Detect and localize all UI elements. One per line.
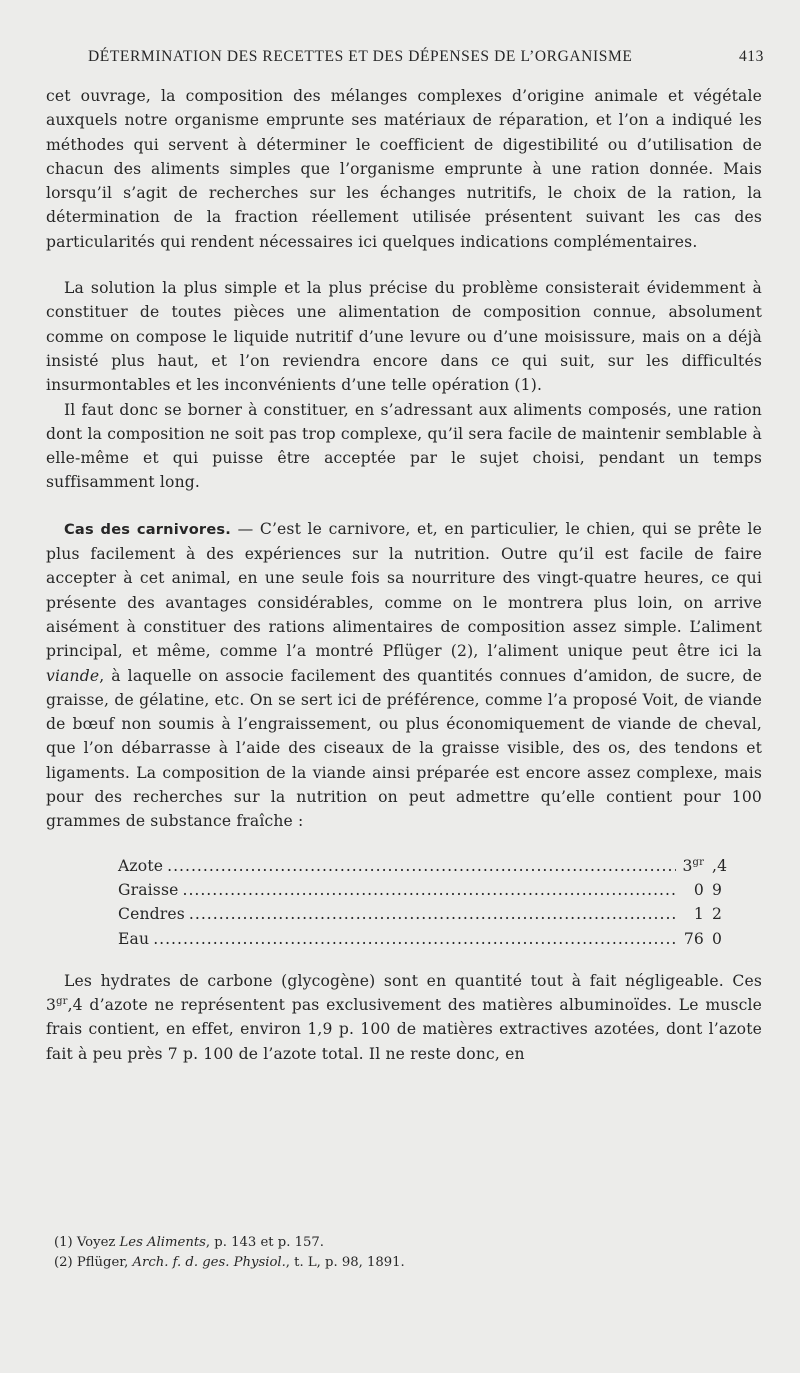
footnote-text: , p. 143 et p. 157.: [205, 1235, 324, 1250]
leader-dots: [153, 927, 676, 951]
footnote-1: [54, 1233, 754, 1253]
leader-dots: [189, 902, 676, 926]
composition-value: [680, 854, 734, 878]
paragraph-2: La solution la plus simple et la plus précise du problème consisterait évidemment à constituer de toutes pièces une alimentation de composition connue, absolument comme on compose le liquide nutritif d’une levure ou d’une moisissure, mais on a déjà insisté plus haut, et l’on reviendra encore dans ce qui suit, sur les difficultés insurmontables et les inconvénients d’une telle opération (1).: [46, 279, 762, 395]
composition-table: [118, 854, 734, 951]
emphasis-viande: viande: [46, 666, 100, 685]
running-title: DÉTERMINATION DES RECETTES ET DES DÉPENSES DE L’ORGANISME: [88, 48, 633, 65]
composition-label: Graisse: [118, 880, 179, 899]
value-unit: gr: [692, 856, 704, 868]
paragraph-1: cet ouvrage, la composition des mélanges complexes d’origine animale et végétale auxquels notre organisme emprunte ses matériaux de réparation, et l’on a indiqué les méthodes qui servent à déterminer le coefficient de digestibilité ou d’utilisation de chacun des aliments simples que l’organisme emprunte à une ration donnée. Mais lorsqu’il s’agit de recherches sur les échanges nutritifs, le choix de la ration, la détermination de la fraction réellement utilisée présentent suivant les cas des particularités qui rendent nécessaires ici quelques indications complémentaires.: [46, 87, 762, 251]
paragraph-carnivores: [46, 517, 762, 834]
footnotes: [54, 1233, 754, 1273]
composition-row: [118, 878, 734, 902]
value-int: 0: [693, 880, 704, 899]
value-dec: ,4: [712, 856, 728, 875]
value-dec: 2: [712, 905, 723, 924]
footnote-2: [54, 1253, 754, 1273]
composition-label: Eau: [118, 929, 150, 948]
footnote-text: , t. L, p. 98, 1891.: [285, 1255, 405, 1270]
paragraph-hydrates-text-b: ,4 d’azote ne représentent pas exclusivement des matières albuminoïdes. Le muscle frais contient, en effet, environ 1,9 p. 100 de matières extractives azotées, dont l’azote fait à peu près 7 p. 100 de l’azote total. Il ne reste donc, en: [46, 996, 762, 1063]
footnote-text: (2) Pflüger,: [54, 1255, 133, 1270]
value-int: 3: [682, 856, 693, 875]
paragraph-3: Il faut donc se borner à constituer, en s’adressant aux aliments composés, une ration dont la composition ne soit pas trop complexe, qu’il sera facile de maintenir semblable à elle-même et qui puisse être acceptée par le sujet choisi, pendant un temps suffisamment long.: [46, 400, 762, 492]
page-header: [88, 48, 764, 66]
paragraph-carnivores-text-a: — C’est le carnivore, et, en particulier, le chien, qui se prête le plus facilement à des expériences sur la nutrition. Outre qu’il est facile de faire accepter à cet animal, en une seule fois sa nourriture des vingt-quatre heures, ce qui présente des avantages considérables, comme on le montrera plus loin, on arrive aisément à constituer des rations alimentaires de composition assez simple. L’aliment principal, et même, comme l’a montré Pflüger (2), l’aliment unique peut être ici la: [46, 519, 762, 661]
composition-label: Azote: [118, 856, 164, 875]
composition-label: Cendres: [118, 905, 185, 924]
composition-value: [680, 902, 734, 926]
composition-row: [118, 927, 734, 951]
section-lead-carnivores: Cas des carnivores.: [64, 520, 232, 538]
composition-value: [680, 927, 734, 951]
paragraph-carnivores-text-b: , à laquelle on associe facilement des quantités connues d’amidon, de sucre, de graisse, de gélatine, etc. On se sert ici de préférence, comme l’a proposé Voit, de viande de bœuf non soumis à l’engraissement, ou plus économiquement de viande de cheval, que l’on débarrasse à l’aide des ciseaux de la graisse visible, des os, des tendons et ligaments. La composition de la viande ainsi préparée est encore assez complexe, mais pour des recherches sur la nutrition on peut admettre qu’elle contient pour 100 grammes de substance fraîche :: [46, 666, 762, 831]
leader-dots: [167, 854, 676, 878]
composition-row: [118, 854, 734, 878]
value-int: 1: [693, 905, 704, 924]
value-dec: 0: [712, 929, 723, 948]
page-number: 413: [738, 48, 764, 65]
paragraph-hydrates-text-a: Les hydrates de carbone (glycogène) sont en quantité tout à fait négligeable. Ces 3: [46, 971, 762, 1015]
footnote-title: Arch. f. d. ges. Physiol.: [132, 1255, 286, 1270]
leader-dots: [182, 878, 676, 902]
footnote-title: Les Aliments: [119, 1235, 206, 1250]
body-text: [46, 84, 762, 1066]
footnote-text: (1) Voyez: [54, 1235, 120, 1250]
composition-value: [680, 878, 734, 902]
unit-superscript: gr: [56, 996, 68, 1008]
value-int: 76: [683, 929, 704, 948]
value-dec: 9: [712, 880, 723, 899]
paragraph-hydrates: [46, 969, 762, 1066]
composition-row: [118, 902, 734, 926]
